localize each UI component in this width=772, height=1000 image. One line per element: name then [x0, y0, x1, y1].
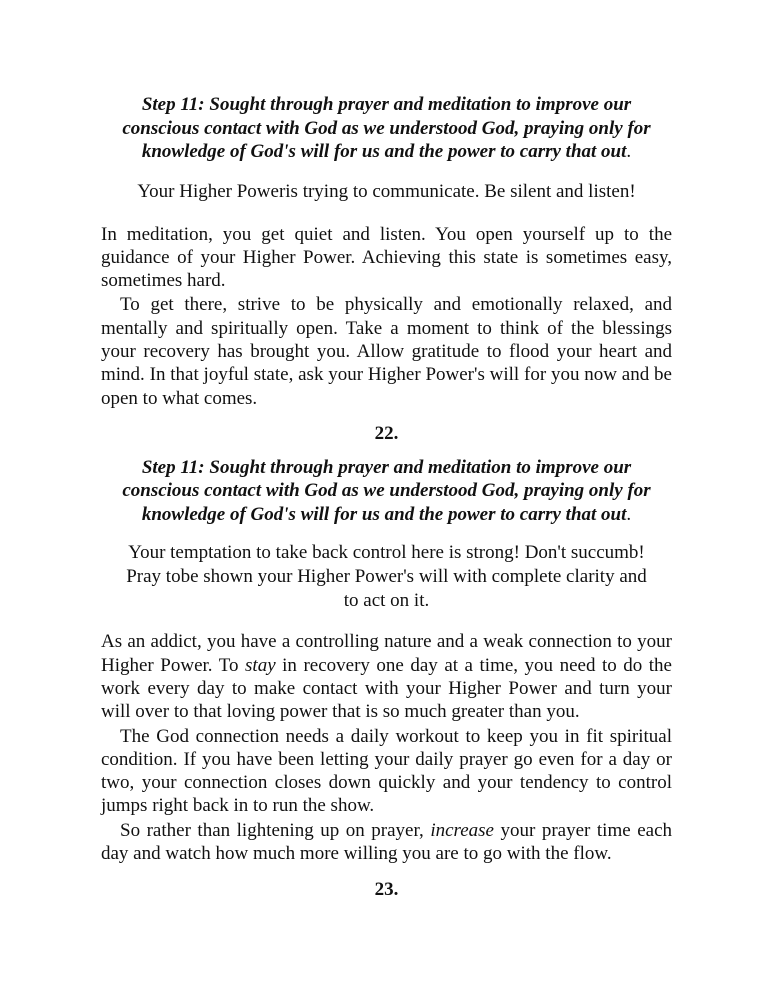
reflection-prompt: [101, 180, 672, 204]
document-page: [101, 93, 672, 901]
emphasis-word: increase: [430, 819, 494, 841]
step-heading: Step 11: Sought through prayer and meditation to improve our conscious contact with God as we understood God, praying only for knowledge of God's will for us and the power to carry that out.: [122, 456, 651, 525]
body-paragraph: To get there, strive to be physically and emotionally relaxed, and mentally and spiritually open. Take a moment to think of the blessings your recovery has brought you. Allow gratitude to flood your heart and mind. In that joyful state, ask your Higher Power's will for you now and be open to what comes.: [101, 294, 672, 409]
emphasis-word: stay: [245, 654, 276, 676]
body-paragraph: As an addict, you have a controlling nature and a weak connection to your Higher Power. To stay in recovery one day at a time, you need to do the work every day to make contact with your Higher Power and turn your will over to that loving power that is so much greater than you.: [101, 631, 672, 723]
body-paragraph: The God connection needs a daily workout to keep you in fit spiritual condition. If you have been letting your daily prayer go even for a day or two, your connection closes down quickly and your tendency to control jumps right back in to run the show.: [101, 725, 672, 817]
prompt-line: Your temptation to take back control here is strong! Don't succumb!: [128, 542, 645, 564]
step-heading: Step 11: Sought through prayer and meditation to improve our conscious contact with God as we understood God, praying only for knowledge of God's will for us and the power to carry that out.: [122, 94, 651, 162]
daily-entry: [101, 456, 672, 901]
prompt-line: to act on it.: [343, 590, 430, 612]
prompt-line: Your Higher Poweris trying to communicate. Be silent and listen!: [137, 180, 636, 202]
page-number: 22.: [374, 422, 399, 444]
daily-entry: [101, 93, 672, 445]
reflection-prompt: [101, 541, 672, 613]
body-paragraph: In meditation, you get quiet and listen. You open yourself up to the guidance of your Higher Power. Achieving this state is sometimes easy, sometimes hard.: [101, 223, 672, 292]
page-number: 23.: [374, 879, 399, 901]
body-paragraph: So rather than lightening up on prayer, increase your prayer time each day and watch how much more willing you are to go with the flow.: [101, 819, 672, 865]
prompt-line: Pray tobe shown your Higher Power's will with complete clarity and: [126, 566, 647, 588]
